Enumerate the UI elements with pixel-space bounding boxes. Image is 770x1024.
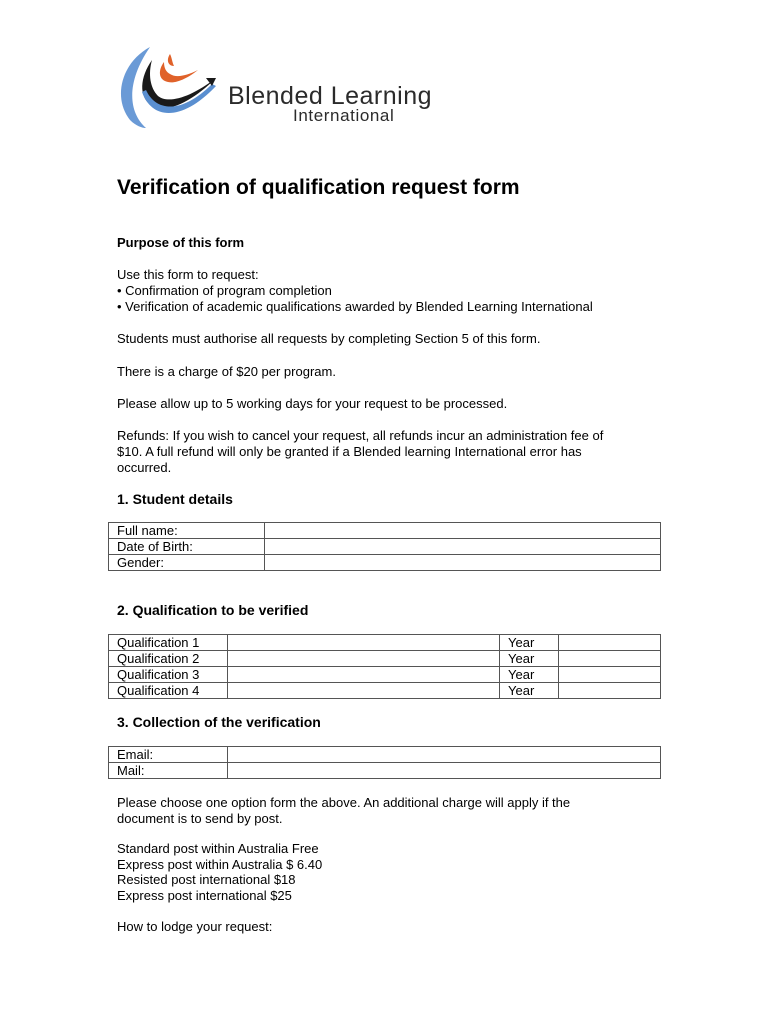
qualification-label-3: Qualification 3 [109,667,228,683]
authorise-text: Students must authorise all requests by completing Section 5 of this form. [117,331,541,346]
refunds-line-1: Refunds: If you wish to cancel your request, all refunds incur an administration fee of [117,428,604,443]
lodge-text: How to lodge your request: [117,919,273,934]
table-row [109,523,661,539]
email-field[interactable] [228,747,661,763]
section2-heading: 2. Qualification to be verified [117,602,309,618]
refunds-line-2: $10. A full refund will only be granted if a Blended learning International error has [117,444,582,459]
mail-label: Mail: [109,763,228,779]
year-label-2: Year [500,651,559,667]
logo-swoosh-icon [112,42,232,132]
qualification-field-4[interactable] [228,683,500,699]
postage-option-3: Resisted post international $18 [117,872,296,887]
qualification-label-1: Qualification 1 [109,635,228,651]
qualification-field-2[interactable] [228,651,500,667]
purpose-bullet-2: • Verification of academic qualifications awarded by Blended Learning International [117,299,593,314]
collection-note-2: document is to send by post. [117,811,283,826]
qualification-field-1[interactable] [228,635,500,651]
postage-option-2: Express post within Australia $ 6.40 [117,857,323,872]
section1-heading: 1. Student details [117,491,233,507]
table-row [109,539,661,555]
qualification-label-2: Qualification 2 [109,651,228,667]
table-row [109,763,661,779]
table-row [109,635,661,651]
brand-name: Blended Learning [228,82,432,110]
year-field-2[interactable] [559,651,661,667]
table-row [109,555,661,571]
year-field-1[interactable] [559,635,661,651]
collection-table [108,746,661,779]
collection-note-1: Please choose one option form the above. An additional charge will apply if the [117,795,571,810]
table-row [109,747,661,763]
full-name-label: Full name: [109,523,265,539]
mail-field[interactable] [228,763,661,779]
qualification-label-4: Qualification 4 [109,683,228,699]
section3-heading: 3. Collection of the verification [117,714,321,730]
logo [112,42,492,132]
year-label-3: Year [500,667,559,683]
year-label-4: Year [500,683,559,699]
page-title: Verification of qualification request form [117,176,520,199]
gender-field[interactable] [265,555,661,571]
refunds-line-3: occurred. [117,460,172,475]
qualification-table [108,634,661,699]
full-name-field[interactable] [265,523,661,539]
brand-subtitle: International [293,106,395,125]
table-row [109,667,661,683]
purpose-intro: Use this form to request: [117,267,259,282]
qualification-field-3[interactable] [228,667,500,683]
email-label: Email: [109,747,228,763]
table-row [109,651,661,667]
purpose-bullet-1: • Confirmation of program completion [117,283,332,298]
student-details-table [108,522,661,571]
allow-text: Please allow up to 5 working days for your request to be processed. [117,396,508,411]
purpose-heading: Purpose of this form [117,235,245,250]
table-row [109,683,661,699]
dob-label: Date of Birth: [109,539,265,555]
year-label-1: Year [500,635,559,651]
postage-option-1: Standard post within Australia Free [117,841,319,856]
postage-option-4: Express post international $25 [117,888,292,903]
year-field-4[interactable] [559,683,661,699]
charge-text: There is a charge of $20 per program. [117,364,336,379]
gender-label: Gender: [109,555,265,571]
year-field-3[interactable] [559,667,661,683]
dob-field[interactable] [265,539,661,555]
